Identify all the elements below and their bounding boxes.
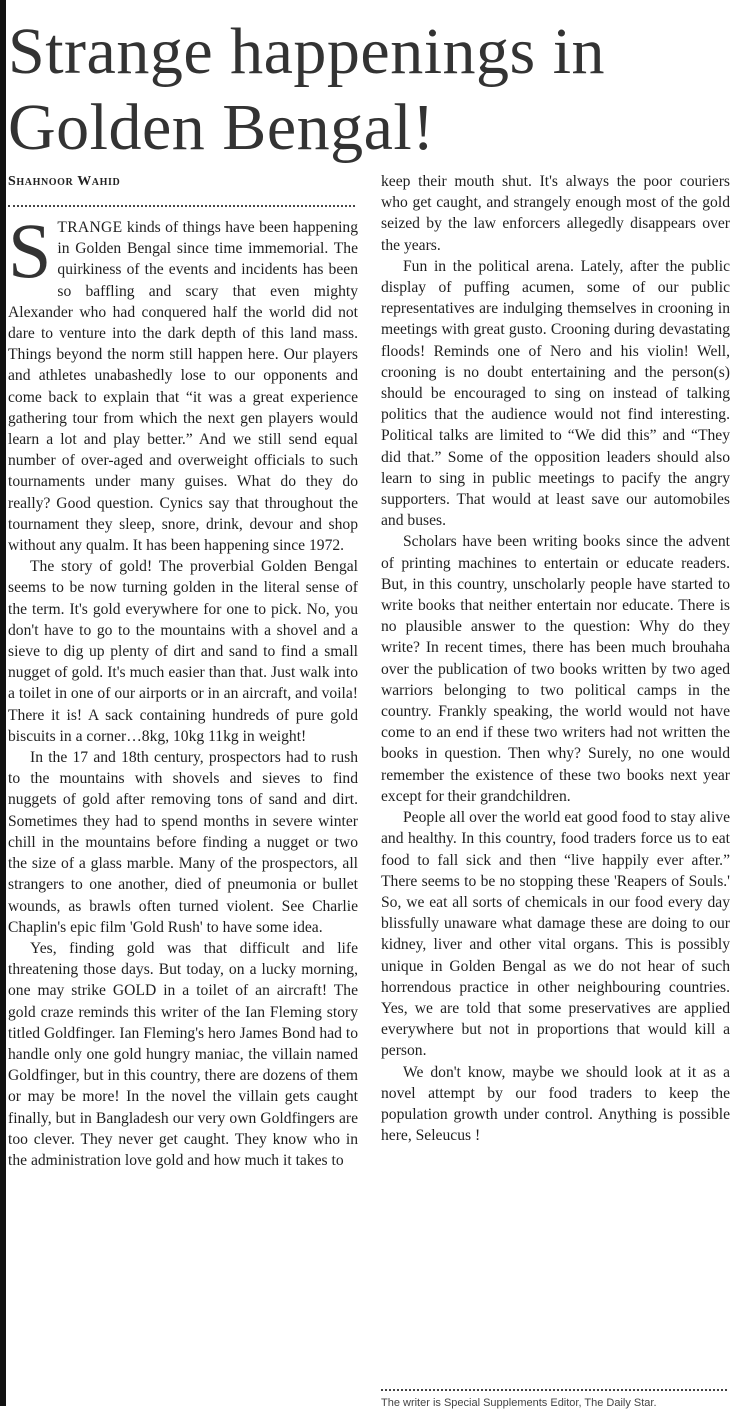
lead-caps: TRANGE xyxy=(57,219,123,236)
byline-divider xyxy=(8,205,355,207)
drop-cap: S xyxy=(8,217,52,294)
continued-paragraph: keep their mouth shut. It's always the poor couriers who get caught, and strangely enough most of the gold seized by the law enforcers allegedly disappears over the years. xyxy=(381,173,730,254)
article-paragraph: Scholars have been writing books since the advent of printing machines to entertain or educate readers. But, in this country, unscholarly people have started to write books that neither entertain nor educate. There is no plausible answer to the question: Why do they write? In recent times, there has been much brouhaha over the publication of two books written by two aged warriors belonging to two political camps in the country. Frankly speaking, the world would not have come to an end if these two writers had not written the books in question. Then why? Surely, no one would remember the existence of these two books next year except for their grandchildren. xyxy=(381,533,730,805)
article-paragraph: In the 17 and 18th century, prospectors had to rush to the mountains with shovels and sieves to find nuggets of gold after removing tons of sand and dirt. Sometimes they had to spend months in severe winter chill in the mountains before finding a nugget or two the size of a glass marble. Many of the prospectors, all strangers to one another, died of pneumonia or bullet wounds, as brawls often turned violent. See Charlie Chaplin's epic film 'Gold Rush' to have some idea. xyxy=(8,749,358,936)
lead-paragraph xyxy=(8,217,358,556)
author-note: The writer is Special Supplements Editor, The Daily Star. xyxy=(381,1397,657,1409)
article-headline: Strange happenings in Golden Bengal! xyxy=(8,15,606,164)
left-margin-bar xyxy=(0,0,6,1406)
article-byline: Shahnoor Wahid xyxy=(8,174,121,189)
article-paragraph: We don't know, maybe we should look at it as a novel attempt by our food traders to keep the population growth under control. Anything is possible here, Seleucus ! xyxy=(381,1063,730,1145)
lead-text: kinds of things have been happening in Golden Bengal since time immemorial. The quirkiness of the events and incidents has been so baffling and scary that even mighty Alexander who had conquered half the world did not dare to venture into the dark depth of this land mass. Things beyond the norm still happen here. Our players and athletes unabashedly lose to our opponents and come back to explain that “it was a great experience gathering tour from which the next gen players would learn a lot and play better.” And we still send equal number of over-aged and overweight officials to such tournaments under many guises. What do they do really? Good question. Cynics say that throughout the tournament they sleep, snore, drink, devour and shop without any qualm. It has been happening since 1972. xyxy=(8,219,358,555)
article-paragraph: People all over the world eat good food to stay alive and healthy. In this country, food traders force us to eat food to fall sick and then “live happily ever after.” There seems to be no stopping these 'Reapers of Souls.' So, we eat all sorts of chemicals in our food every day blissfully unaware what damage these are doing to our kidney, liver and other vital organs. This is possibly unique in Golden Bengal as we do not hear of such horrendous practice in other neighbouring countries. Yes, we are told that some preservatives are applied everywhere but not in proportions that would kill a person. xyxy=(381,809,730,1060)
article-column-left xyxy=(8,217,358,1406)
article-paragraph: The story of gold! The proverbial Golden Bengal seems to be now turning golden in the literal sense of the term. It's gold everywhere for one to pick. No, you don't have to go to the mountains with a shovel and a sieve to dig up plenty of dirt and sand to find a small nugget of gold. It's much easier than that. Just walk into a toilet in one of our airports or in an aircraft, and voila! There it is! A sack containing hundreds of pure gold biscuits in a corner…8kg, 10kg 11kg in weight! xyxy=(8,558,358,745)
article-paragraph: Yes, finding gold was that difficult and life threatening those days. But today, on a lucky morning, one may strike GOLD in a toilet of an aircraft! The gold craze reminds this writer of the Ian Fleming story titled Goldfinger. Ian Fleming's hero James Bond had to handle only one gold hungry maniac, the villain named Goldfinger, but in this country, there are dozens of them or may be more! In the novel the villain gets caught finally, but in Bangladesh our very own Goldfingers are too clever. They never get caught. They know who in the administration love gold and how much it takes to xyxy=(8,939,358,1169)
footer-divider xyxy=(381,1389,727,1391)
article-column-right xyxy=(381,171,730,1381)
article-paragraph: Fun in the political arena. Lately, after the public display of puffing acumen, some of our public representatives are indulging themselves in crooning in meetings with great gusto. Crooning during devastating floods! Reminds one of Nero and his violin! Well, crooning is no doubt entertaining and the person(s) should be encouraged to sing on instead of talking politics that the audience would not find interesting. Political talks are limited to “We did this” and “They did that.” Some of the opposition leaders should also learn to sing in public meetings to pacify the angry supporters. That would at least save our automobiles and buses. xyxy=(381,257,730,530)
